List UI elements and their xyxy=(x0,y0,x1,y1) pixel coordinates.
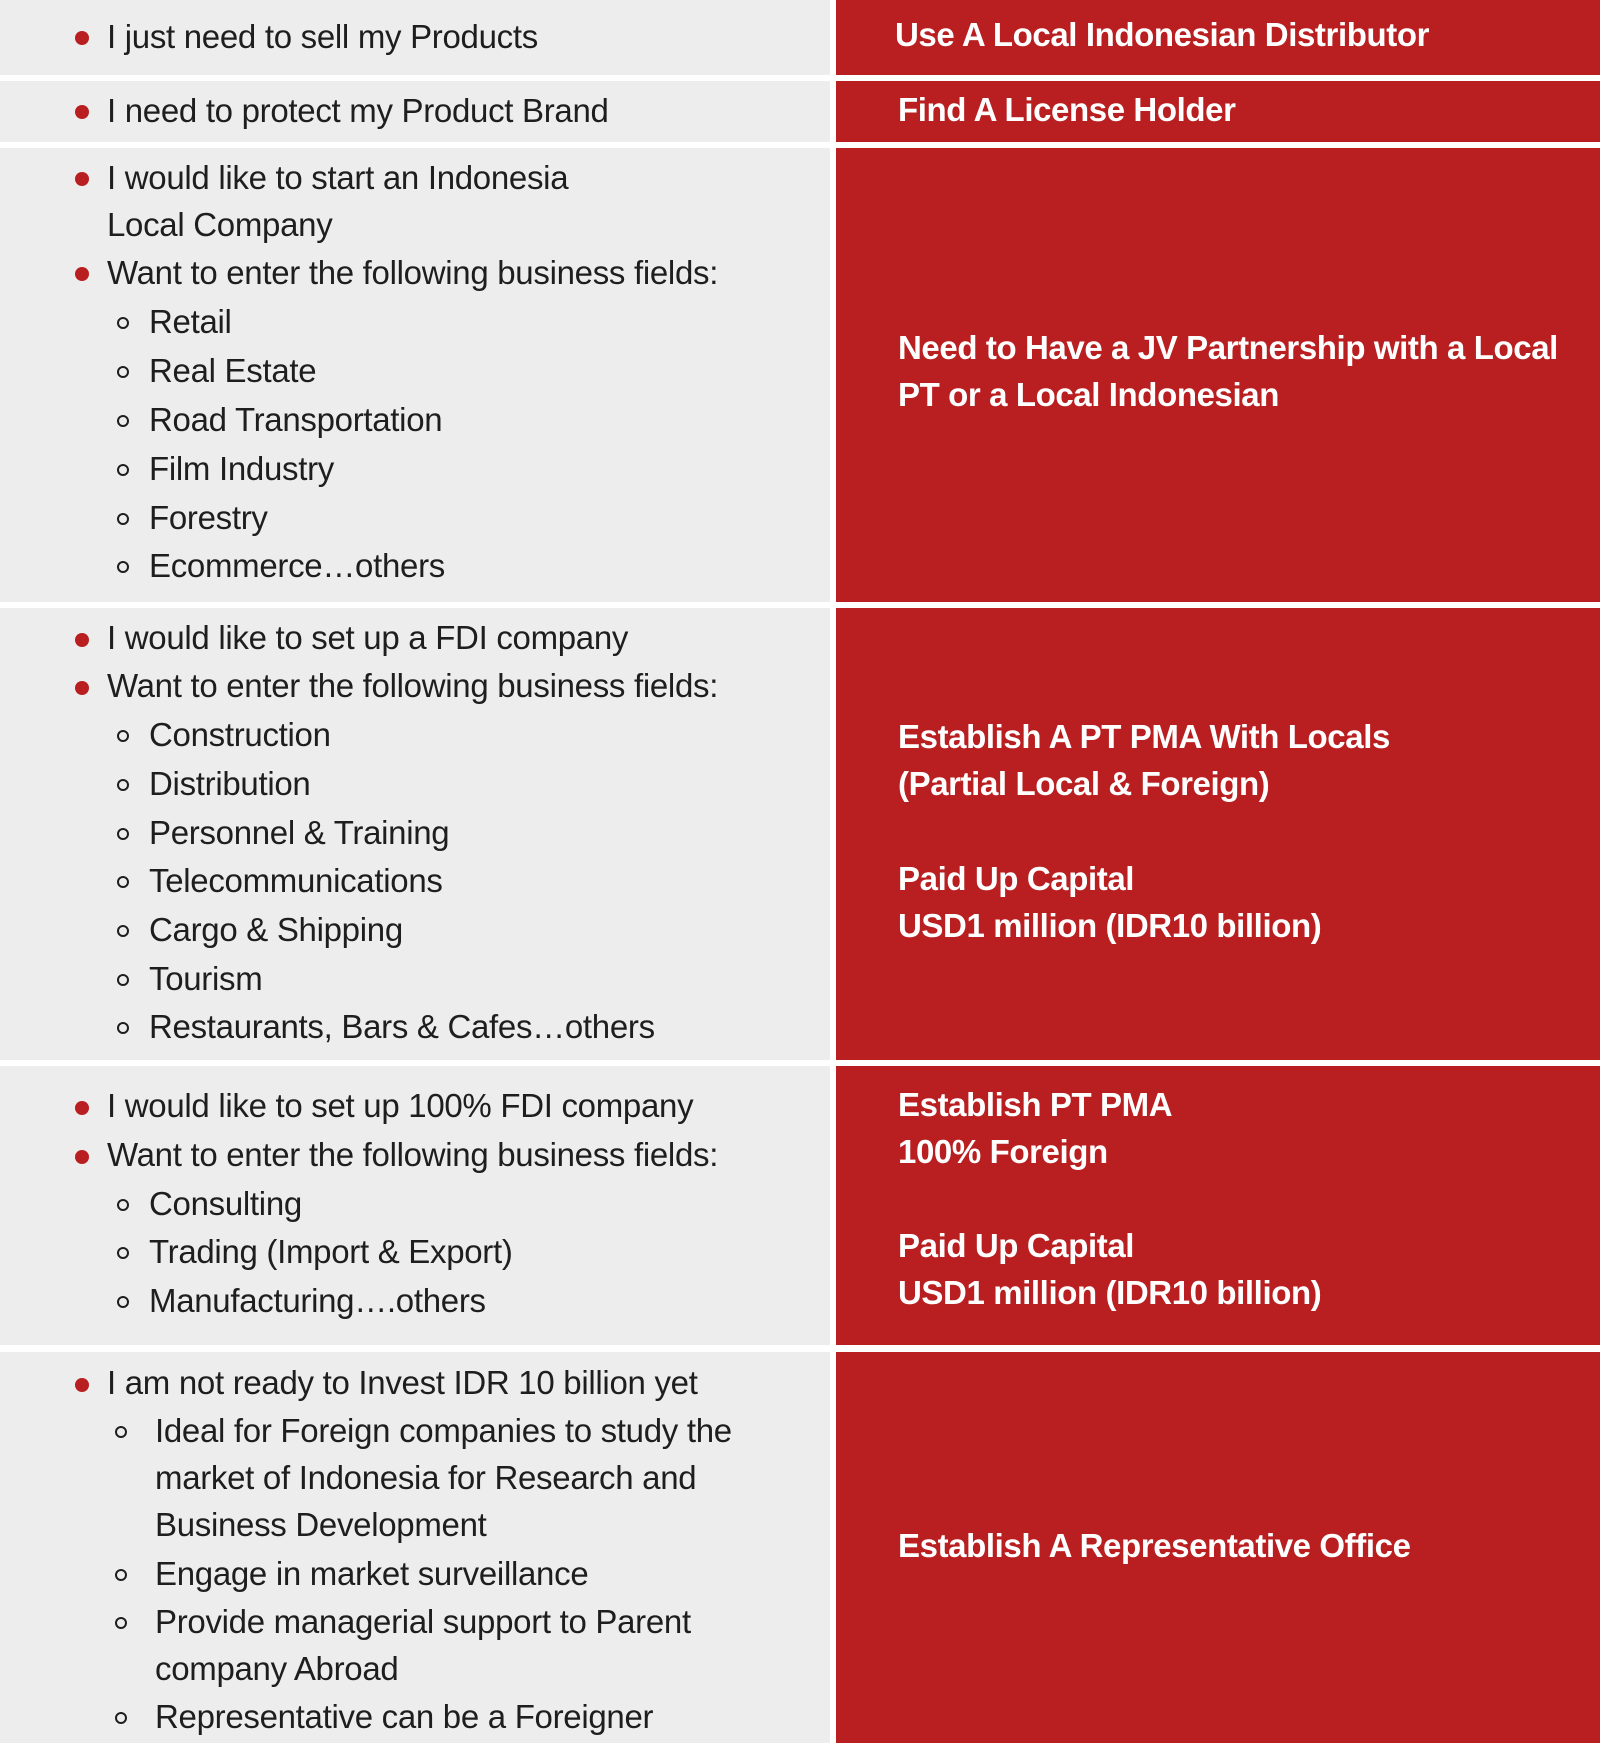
need-text: I would like to set up 100% FDI company xyxy=(107,1087,694,1124)
circle-bullet-icon xyxy=(117,317,129,329)
solution-cell xyxy=(836,608,1600,1060)
need-text: I need to protect my Product Brand xyxy=(107,92,609,129)
solution-text: (Partial Local & Foreign) xyxy=(898,765,1270,802)
field-item: Cargo & Shipping xyxy=(149,911,403,948)
circle-bullet-icon xyxy=(117,464,129,476)
circle-bullet-icon xyxy=(117,828,129,840)
circle-bullet-icon xyxy=(117,779,129,791)
circle-bullet-icon xyxy=(117,925,129,937)
circle-bullet-icon xyxy=(115,1426,127,1438)
field-item: Forestry xyxy=(149,499,268,536)
option-row xyxy=(0,0,1600,75)
need-cell xyxy=(0,608,830,1060)
bullet-icon xyxy=(75,31,89,45)
bullet-icon xyxy=(75,1101,89,1115)
circle-bullet-icon xyxy=(117,1296,129,1308)
need-cell xyxy=(0,1066,830,1345)
field-item: Manufacturing….others xyxy=(149,1282,486,1319)
bullet-icon xyxy=(75,633,89,647)
field-item: market of Indonesia for Research and xyxy=(155,1459,697,1496)
field-item: Business Development xyxy=(155,1506,487,1543)
need-text: I just need to sell my Products xyxy=(107,18,538,55)
field-item: Ecommerce…others xyxy=(149,547,445,584)
bullet-icon xyxy=(75,681,89,695)
field-item: Tourism xyxy=(149,960,263,997)
bullet-icon xyxy=(75,1150,89,1164)
field-item: Representative can be a Foreigner xyxy=(155,1698,654,1735)
circle-bullet-icon xyxy=(117,513,129,525)
solution-cell xyxy=(836,1066,1600,1345)
field-item: Road Transportation xyxy=(149,401,443,438)
solution-text: Establish A PT PMA With Locals xyxy=(898,718,1390,755)
solution-text: Use A Local Indonesian Distributor xyxy=(895,16,1430,53)
option-row xyxy=(0,148,1600,602)
need-text: Want to enter the following business fields: xyxy=(107,667,719,704)
solution-text: USD1 million (IDR10 billion) xyxy=(898,907,1322,944)
circle-bullet-icon xyxy=(117,1022,129,1034)
circle-bullet-icon xyxy=(117,730,129,742)
solution-text: USD1 million (IDR10 billion) xyxy=(898,1274,1322,1311)
need-text: I would like to set up a FDI company xyxy=(107,619,629,656)
field-item: company Abroad xyxy=(155,1650,399,1687)
solution-text: Establish PT PMA xyxy=(898,1086,1173,1123)
option-row xyxy=(0,1066,1600,1345)
circle-bullet-icon xyxy=(117,1247,129,1259)
solution-text: Paid Up Capital xyxy=(898,860,1135,897)
bullet-icon xyxy=(75,1378,89,1392)
circle-bullet-icon xyxy=(117,1199,129,1211)
need-text: I would like to start an Indonesia xyxy=(107,159,569,196)
option-row xyxy=(0,81,1600,142)
circle-bullet-icon xyxy=(115,1617,127,1629)
field-item: Telecommunications xyxy=(149,862,443,899)
solution-cell xyxy=(836,1352,1600,1743)
field-item: Trading (Import & Export) xyxy=(149,1233,513,1270)
field-item: Real Estate xyxy=(149,352,317,389)
need-cell xyxy=(0,0,830,75)
field-item: Retail xyxy=(149,303,232,340)
field-item: Engage in market surveillance xyxy=(155,1555,589,1592)
need-text: I am not ready to Invest IDR 10 billion yet xyxy=(107,1364,698,1401)
solution-text: Need to Have a JV Partnership with a Local xyxy=(898,329,1558,366)
circle-bullet-icon xyxy=(117,561,129,573)
solution-cell xyxy=(836,0,1600,75)
field-item: Distribution xyxy=(149,765,311,802)
option-row xyxy=(0,1352,1600,1743)
solution-text: Establish A Representative Office xyxy=(898,1527,1411,1564)
need-text: Want to enter the following business fields: xyxy=(107,1136,719,1173)
solution-cell xyxy=(836,81,1600,142)
field-item: Personnel & Training xyxy=(149,814,450,851)
field-item: Ideal for Foreign companies to study the xyxy=(155,1412,732,1449)
field-item: Film Industry xyxy=(149,450,334,487)
circle-bullet-icon xyxy=(117,974,129,986)
field-item: Provide managerial support to Parent xyxy=(155,1603,691,1640)
circle-bullet-icon xyxy=(117,415,129,427)
solution-cell xyxy=(836,148,1600,602)
solution-text: PT or a Local Indonesian xyxy=(898,376,1279,413)
need-cell xyxy=(0,148,830,602)
field-item: Consulting xyxy=(149,1185,302,1222)
bullet-icon xyxy=(75,267,89,281)
need-text: Local Company xyxy=(107,206,333,243)
need-cell xyxy=(0,81,830,142)
bullet-icon xyxy=(75,172,89,186)
solution-text: 100% Foreign xyxy=(898,1133,1108,1170)
circle-bullet-icon xyxy=(115,1569,127,1581)
need-text: Want to enter the following business fields: xyxy=(107,254,719,291)
solution-text: Find A License Holder xyxy=(898,91,1236,128)
field-item: Restaurants, Bars & Cafes…others xyxy=(149,1008,655,1045)
circle-bullet-icon xyxy=(115,1712,127,1724)
bullet-icon xyxy=(75,105,89,119)
circle-bullet-icon xyxy=(117,366,129,378)
circle-bullet-icon xyxy=(117,876,129,888)
option-row xyxy=(0,608,1600,1060)
need-cell xyxy=(0,1352,830,1743)
field-item: Construction xyxy=(149,716,331,753)
solution-text: Paid Up Capital xyxy=(898,1227,1135,1264)
